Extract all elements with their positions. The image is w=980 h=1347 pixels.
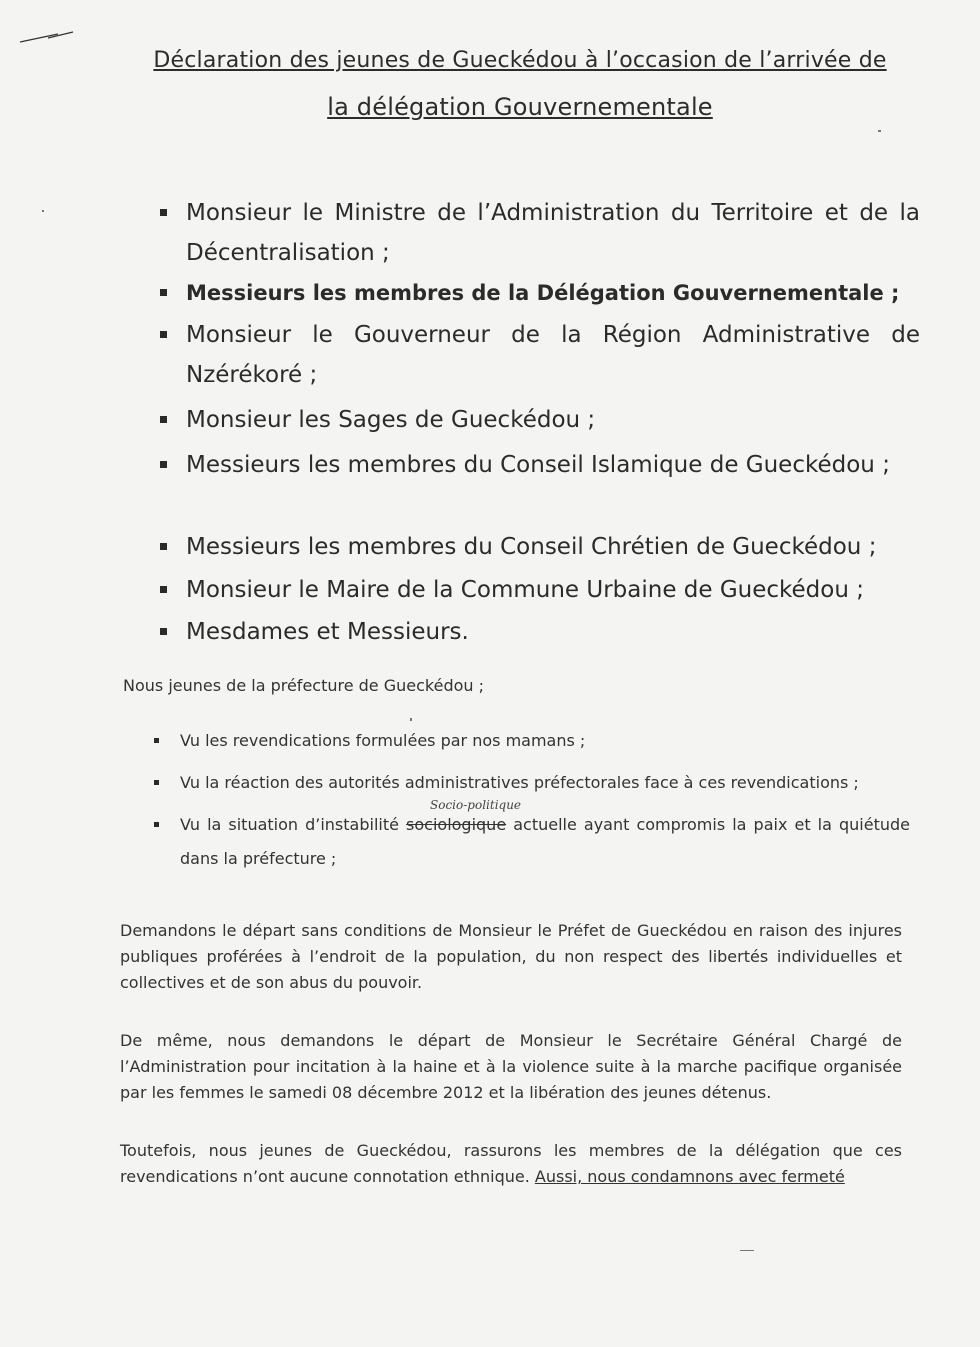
scan-speck — [740, 1250, 754, 1251]
bullet — [160, 586, 167, 593]
scan-speck — [42, 210, 44, 212]
addressee-text: Monsieur le Ministre de l’Administration du Territoire et de la Décentralisation ; — [186, 200, 920, 266]
addressee-text: Monsieur les Sages de Gueckédou ; — [186, 407, 596, 433]
scan-speck — [878, 130, 881, 132]
scan-speck — [410, 718, 412, 721]
intro-line: Nous jeunes de la préfecture de Gueckédou ; — [123, 676, 485, 695]
bullet — [154, 822, 159, 827]
bullet — [160, 628, 167, 635]
addressee-text: Monsieur le Maire de la Commune Urbaine de Gueckédou ; — [186, 577, 864, 603]
pen-mark — [18, 30, 78, 44]
consideration-text — [180, 808, 910, 876]
consideration-item — [150, 724, 910, 758]
paragraph-reassurance — [120, 1138, 902, 1190]
bullet — [154, 780, 159, 785]
addressee-item — [150, 612, 920, 652]
handwritten-correction: Socio-politique — [430, 798, 522, 812]
consideration-text-start: Vu la situation d’instabilité — [180, 815, 407, 834]
addressee-item — [150, 273, 920, 313]
consideration-text: Vu les revendications formulées par nos mamans ; — [180, 731, 586, 750]
addressee-item — [150, 315, 920, 395]
addressee-item — [150, 527, 920, 567]
paragraph-demand-prefect: Demandons le départ sans conditions de Monsieur le Préfet de Gueckédou en raison des injures publiques proférées à l’endroit de la population, du non respect des libertés individuelles et collectives et de son abus du pouvoir. — [120, 921, 902, 992]
addressee-item — [150, 445, 920, 485]
bullet — [160, 543, 167, 550]
addressee-item — [150, 193, 920, 273]
bullet — [160, 416, 167, 423]
bullet — [160, 331, 167, 338]
addressee-text: Messieurs les membres du Conseil Islamique de Gueckédou ; — [186, 452, 890, 478]
addressee-item — [150, 400, 920, 440]
addressee-text: Messieurs les membres de la Délégation Gouvernementale ; — [186, 281, 900, 305]
bullet — [160, 209, 167, 216]
consideration-item — [150, 808, 910, 876]
addressee-text: Messieurs les membres du Conseil Chrétien de Gueckédou ; — [186, 534, 877, 560]
bullet — [160, 289, 167, 296]
struck-word: sociologique — [406, 815, 507, 834]
addressee-item — [150, 570, 920, 610]
consideration-item — [150, 766, 910, 800]
paragraph-reassurance-text: Toutefois, nous jeunes de Gueckédou, rassurons les membres de la délégation que ces revendications n’ont aucune connotation ethnique. — [120, 1141, 902, 1186]
addressee-text: Mesdames et Messieurs. — [186, 619, 469, 645]
bullet — [154, 738, 159, 743]
document-title-line-2: la délégation Gouvernementale — [327, 93, 713, 121]
consideration-text-end: actuelle ayant compromis la paix et la quiétude dans la préfecture ; — [180, 815, 911, 868]
consideration-text: Vu la réaction des autorités administratives préfectorales face à ces revendications ; — [180, 773, 859, 792]
underlined-condemnation: Aussi, nous condamnons avec fermeté — [534, 1167, 845, 1186]
paragraph-demand-secretary: De même, nous demandons le départ de Monsieur le Secrétaire Général Chargé de l’Administration pour incitation à la haine et à la violence suite à la marche pacifique organisée par les femmes le samedi 08 décembre 2012 et la libération des jeunes détenus. — [120, 1031, 902, 1102]
addressee-text: Monsieur le Gouverneur de la Région Administrative de Nzérékoré ; — [186, 322, 920, 388]
bullet — [160, 461, 167, 468]
document-title-line-1: Déclaration des jeunes de Gueckédou à l’occasion de l’arrivée de — [153, 48, 887, 73]
